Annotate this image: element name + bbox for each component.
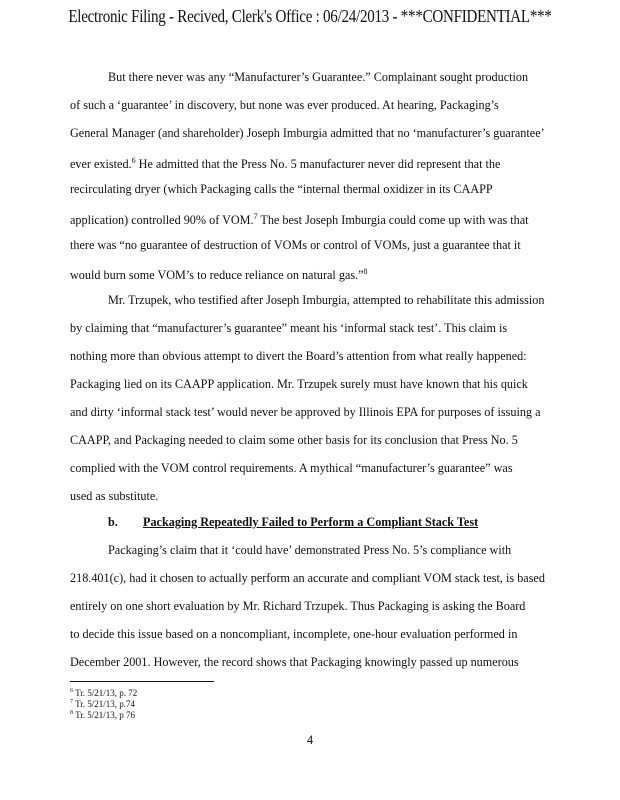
section-label: b. [108, 515, 118, 529]
text: ever existed. [70, 157, 132, 172]
footnote-ref: 7 [253, 212, 258, 221]
footnote-number: 8 [70, 710, 73, 716]
text: application) controlled 90% of VOM. [70, 213, 254, 228]
text-line: Mr. Trzupek, who testified after Joseph Imburgia, attempted to rehabilitate this admission [108, 293, 545, 307]
text-line: and dirty ‘informal stack test’ would never be approved by Illinois EPA for purposes of issuing a [70, 405, 541, 419]
text-line: nothing more than obvious attempt to divert the Board’s attention from what really happened: [70, 349, 527, 363]
text-line: used as substitute. [70, 489, 159, 503]
text-line: recirculating dryer (which Packaging calls the “internal thermal oxidizer in its CAAPP [70, 182, 493, 196]
filing-header: Electronic Filing - Recived, Clerk's Office : 06/24/2013 - ***CONFIDENTIAL*** [68, 6, 552, 26]
text: He admitted that the Press No. 5 manufacturer never did represent that the [135, 157, 501, 172]
footnote-divider [70, 681, 214, 682]
footnote-text: Tr. 5/21/13, p 76 [73, 710, 136, 720]
text-line: to decide this issue based on a noncompliant, incomplete, one-hour evaluation performed in [70, 627, 518, 641]
footnote-number: 7 [70, 699, 73, 705]
text-line: But there never was any “Manufacturer’s Guarantee.” Complainant sought production [108, 70, 529, 84]
footnote [70, 708, 135, 721]
footnote-text: Tr. 5/21/13, p.74 [73, 699, 136, 709]
footnote-ref: 6 [131, 156, 136, 165]
text-line: 218.401(c), had it chosen to actually perform an accurate and compliant VOM stack test, is based [70, 571, 545, 585]
section-heading: Packaging Repeatedly Failed to Perform a Compliant Stack Test [143, 515, 479, 529]
text-line: of such a ‘guarantee’ in discovery, but none was ever produced. At hearing, Packaging’s [70, 98, 499, 112]
page-number: 4 [306, 733, 314, 747]
text-line: CAAPP, and Packaging needed to claim some other basis for its conclusion that Press No. 5 [70, 433, 518, 447]
text-line [70, 210, 529, 227]
text-line: Packaging’s claim that it ‘could have’ demonstrated Press No. 5’s compliance with [108, 543, 512, 557]
text-line [70, 154, 500, 171]
text-line: General Manager (and shareholder) Joseph Imburgia admitted that no ‘manufacturer’s guarantee’ [70, 126, 545, 140]
text-line: entirely on one short evaluation by Mr. Richard Trzupek. Thus Packaging is asking the Board [70, 599, 526, 613]
footnote-text: Tr. 5/21/13, p. 72 [73, 688, 138, 698]
footnote-ref: 8 [363, 267, 368, 276]
text-line: complied with the VOM control requirements. A mythical “manufacturer’s guarantee” was [70, 461, 513, 475]
text: The best Joseph Imburgia could come up with was that [257, 213, 529, 228]
text-line: December 2001. However, the record shows that Packaging knowingly passed up numerous [70, 655, 519, 669]
text-line: by claiming that “manufacturer’s guarantee” meant his ‘informal stack test’. This claim is [70, 321, 508, 335]
text-line: Packaging lied on its CAAPP application. Mr. Trzupek surely must have known that his quick [70, 377, 528, 391]
footnote-number: 6 [70, 688, 73, 694]
text-line: there was “no guarantee of destruction of VOMs or control of VOMs, just a guarantee that it [70, 238, 521, 252]
text: would burn some VOM’s to reduce reliance on natural gas.” [70, 268, 364, 283]
text-line [70, 265, 368, 282]
